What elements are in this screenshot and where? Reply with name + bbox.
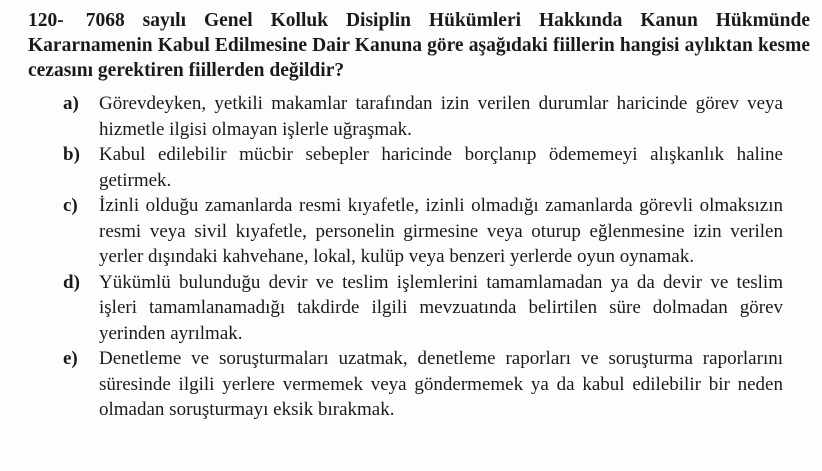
option-letter: c): [63, 195, 78, 216]
option-text: Yükümlü bulunduğu devir ve teslim işlemlerini tamamlamadan ya da devir ve teslim işleri tamamlanamadığı takdirde ilgili mevzuatında belirtilen süre dolmadan görev yerinden ayrılmak.: [99, 271, 783, 344]
option-d: [63, 270, 783, 347]
question-stem: [28, 8, 810, 83]
option-text: İzinli olduğu zamanlarda resmi kıyafetle, izinli olmadığı zamanlarda görevli olmaksızın resmi veya sivil kıyafetle, personelin girmesine veya oturup eğlenmesine izin verilen yerler dışındaki kahvehane, lokal, kulüp veya benzeri yerlerde oyun oynamak.: [99, 195, 783, 267]
options-list: [63, 91, 783, 423]
option-letter: a): [63, 93, 79, 114]
option-e: [63, 346, 783, 423]
option-letter: d): [63, 271, 80, 293]
option-text: Görevdeyken, yetkili makamlar tarafından izin verilen durumlar haricinde görev veya hizmetle ilgisi olmayan işlerle uğraşmak.: [99, 93, 783, 140]
option-c: [63, 193, 783, 270]
option-text: Kabul edilebilir mücbir sebepler haricinde borçlanıp ödememeyi alışkanlık haline getirmek.: [99, 144, 783, 191]
option-a: [63, 91, 783, 142]
question-number: 120-: [28, 10, 64, 31]
option-letter: e): [63, 348, 78, 369]
option-text: Denetleme ve soruşturmaları uzatmak, denetleme raporları ve soruşturma raporlarını süresinde ilgili yerlere vermemek veya göndermemek ya da kabul edilebilir bir neden olmadan soruşturmayı eksik bırakmak.: [99, 348, 783, 420]
option-letter: b): [63, 144, 80, 165]
option-b: [63, 142, 783, 193]
question-text: 7068 sayılı Genel Kolluk Disiplin Hükümleri Hakkında Kanun Hükmünde Kararnamenin Kabul Edilmesine Dair Kanuna göre aşağıdaki fiillerin hangisi aylıktan kesme cezasını gerektiren fiillerden değildir?: [28, 10, 810, 81]
